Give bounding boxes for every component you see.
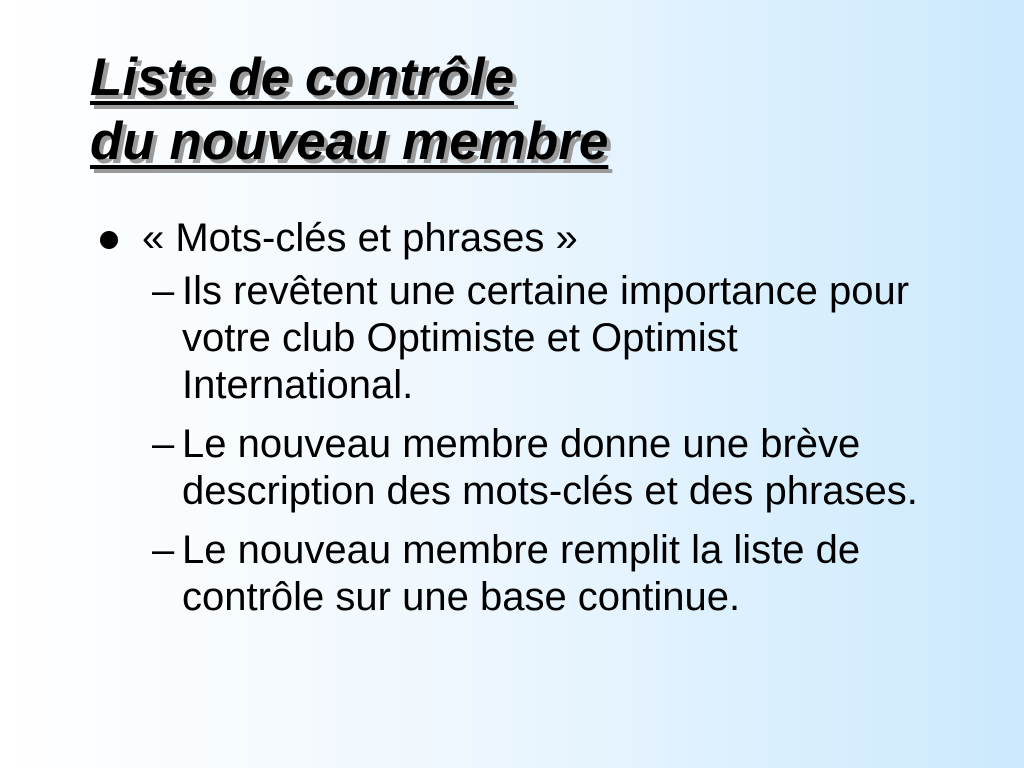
sub-bullet-list bbox=[100, 268, 980, 621]
slide-body bbox=[100, 214, 980, 633]
bullet-dot-icon bbox=[100, 231, 118, 249]
slide-title bbox=[90, 46, 608, 174]
title-line-1: Liste de contrôle bbox=[90, 48, 515, 107]
title-line-2: du nouveau membre bbox=[90, 112, 609, 171]
dash-marker: – bbox=[152, 528, 175, 572]
sub-bullet-text: Ils revêtent une certaine importance pour votre club Optimiste et Optimist International. bbox=[182, 269, 910, 407]
sub-bullet-item bbox=[152, 527, 980, 621]
dash-marker: – bbox=[152, 269, 175, 313]
sub-bullet-text: Le nouveau membre donne une brève description des mots-clés et des phrases. bbox=[182, 422, 918, 513]
sub-bullet-item bbox=[152, 268, 980, 409]
bullet-text: « Mots-clés et phrases » bbox=[142, 216, 578, 260]
sub-bullet-text: Le nouveau membre remplit la liste de contrôle sur une base continue. bbox=[182, 528, 861, 619]
sub-bullet-item bbox=[152, 421, 980, 515]
bullet-item bbox=[100, 214, 980, 262]
dash-marker: – bbox=[152, 422, 175, 466]
